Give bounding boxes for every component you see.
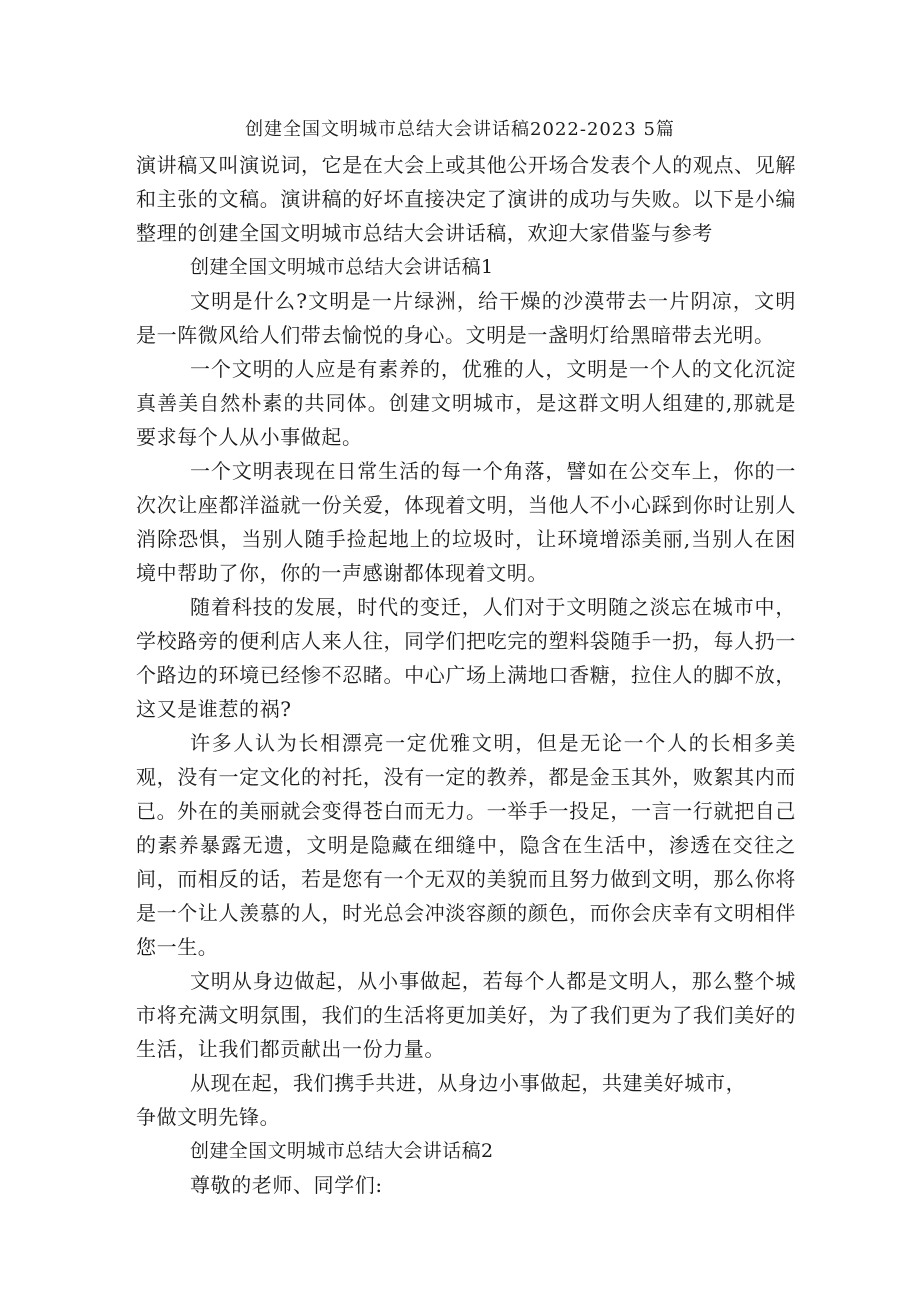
paragraph: 许多人认为长相漂亮一定优雅文明，但是无论一个人的长相多美观，没有一定文化的衬托，没有一定的教养，都是金玉其外，败絮其内而已。外在的美丽就会变得苍白而无力。一举手一投足，一言一行就把自己的素养暴露无遗，文明是隐藏在细缝中，隐含在生活中，渗透在交往之间，而相反的话，若是您有一个无双的美貌而且努力做到文明，那么你将是一个让人羡慕的人，时光总会冲淡容颜的颜色，而你会庆幸有文明相伴您一生。 bbox=[136, 731, 796, 959]
section-heading-2: 创建全国文明城市总结大会讲话稿2 bbox=[190, 1140, 494, 1162]
paragraph: 一个文明表现在日常生活的每一个角落，譬如在公交车上，你的一次次让座都洋溢就一份关爱，体现着文明，当他人不小心踩到你时让别人消除恐惧，当别人随手捡起地上的垃圾时，让环境增添美丽,当别人在困境中帮助了你，你的一声感谢都体现着文明。 bbox=[136, 459, 796, 585]
document-title: 创建全国文明城市总结大会讲话稿2022-2023 5篇 bbox=[245, 119, 675, 140]
paragraph: 一个文明的人应是有素养的，优雅的人，文明是一个人的文化沉淀真善美自然朴素的共同体。创建文明城市，是这群文明人组建的,那就是要求每个人从小事做起。 bbox=[136, 357, 796, 449]
document-body bbox=[136, 148, 796, 1202]
paragraph-continuation: 争做文明先锋。 bbox=[136, 1105, 281, 1129]
paragraph: 随着科技的发展，时代的变迁，人们对于文明随之淡忘在城市中，学校路旁的便利店人来人往，同学们把吃完的塑料袋随手一扔，每人扔一个路边的环境已经惨不忍睹。中心广场上满地口香糖，拉住人的脚不放，这又是谁惹的祸? bbox=[136, 595, 796, 721]
section-heading-1: 创建全国文明城市总结大会讲话稿1 bbox=[190, 256, 494, 278]
paragraph: 文明从身边做起，从小事做起，若每个人都是文明人，那么整个城市将充满文明氛围，我们的生活将更加美好，为了我们更为了我们美好的生活，让我们都贡献出一份力量。 bbox=[136, 969, 796, 1061]
paragraph: 文明是什么?文明是一片绿洲，给干燥的沙漠带去一片阴凉，文明是一阵微风给人们带去愉悦的身心。文明是一盏明灯给黑暗带去光明。 bbox=[136, 289, 796, 347]
intro-paragraph: 演讲稿又叫演说词，它是在大会上或其他公开场合发表个人的观点、见解和主张的文稿。演讲稿的好坏直接决定了演讲的成功与失败。以下是小编整理的创建全国文明城市总结大会讲话稿，欢迎大家借鉴与参考 bbox=[136, 153, 796, 245]
greeting: 尊敬的老师、同学们: bbox=[190, 1173, 383, 1197]
paragraph: 从现在起，我们携手共进，从身边小事做起，共建美好城市， bbox=[190, 1071, 747, 1095]
